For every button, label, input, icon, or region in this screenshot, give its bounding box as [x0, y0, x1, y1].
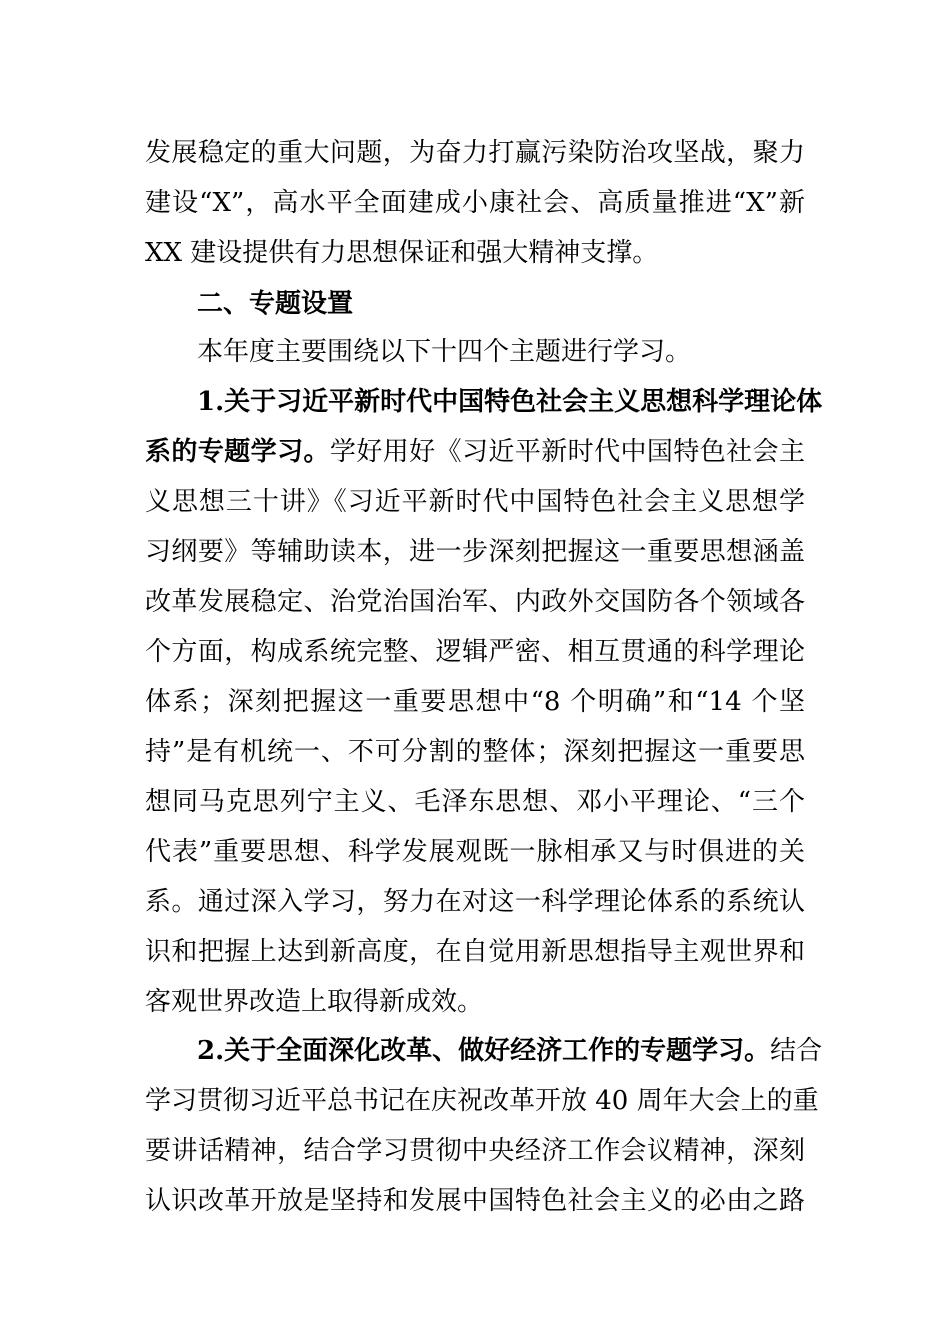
topic2-title-line — [197, 1026, 823, 1076]
topic1-line-2-text: 学好用好《习近平新时代中国特色社会主 — [329, 437, 805, 467]
topic2-title-rest: 结合 — [770, 1036, 823, 1066]
topic1-body-line-6: 持”是有机统一、不可分割的整体；深刻把握这一重要思 — [145, 737, 805, 767]
topic2-title: 2.关于全面深化改革、做好经济工作的专题学习。 — [197, 1036, 771, 1066]
topic1-body-line-4: 个方面，构成系统完整、逻辑严密、相互贯通的科学理论 — [145, 637, 805, 667]
topic2-body-line-3: 认识改革开放是坚持和发展中国特色社会主义的必由之路 — [145, 1186, 805, 1216]
intro-line-1: 发展稳定的重大问题，为奋力打赢污染防治攻坚战，聚力 — [145, 138, 805, 168]
intro-line-2: 建设“X”，高水平全面建成小康社会、高质量推进“X”新 — [145, 188, 805, 218]
topic1-body-line-2: 习纲要》等辅助读本，进一步深刻把握这一重要思想涵盖 — [145, 537, 805, 567]
section-intro: 本年度主要围绕以下十四个主题进行学习。 — [197, 337, 692, 367]
section-heading: 二、专题设置 — [197, 289, 354, 319]
topic2-body-line-2: 要讲话精神，结合学习贯彻中央经济工作会议精神，深刻 — [145, 1136, 805, 1166]
topic1-title-line-1: 1.关于习近平新时代中国特色社会主义思想科学理论体 — [197, 387, 823, 417]
topic1-body-line-11: 客观世界改造上取得新成效。 — [145, 987, 484, 1017]
topic1-body-line-1: 义思想三十讲》《习近平新时代中国特色社会主义思想学 — [145, 487, 805, 517]
topic1-body-line-5: 体系；深刻把握这一重要思想中“8 个明确”和“14 个坚 — [145, 687, 805, 717]
topic1-body-line-7: 想同马克思列宁主义、毛泽东思想、邓小平理论、“三个 — [145, 787, 805, 817]
topic1-line-2 — [145, 427, 805, 477]
topic1-body-line-8: 代表”重要思想、科学发展观既一脉相承又与时俱进的关 — [145, 837, 805, 867]
topic1-title-line-2: 系的专题学习。 — [145, 437, 330, 467]
topic1-body-line-9: 系。通过深入学习，努力在对这一科学理论体系的系统认 — [145, 887, 805, 917]
intro-line-3: XX 建设提供有力思想保证和强大精神支撑。 — [145, 238, 659, 268]
topic1-body-line-3: 改革发展稳定、治党治国治军、内政外交国防各个领域各 — [145, 587, 805, 617]
topic1-body-line-10: 识和把握上达到新高度，在自觉用新思想指导主观世界和 — [145, 937, 805, 967]
topic2-body-line-1: 学习贯彻习近平总书记在庆祝改革开放 40 周年大会上的重 — [145, 1086, 819, 1116]
